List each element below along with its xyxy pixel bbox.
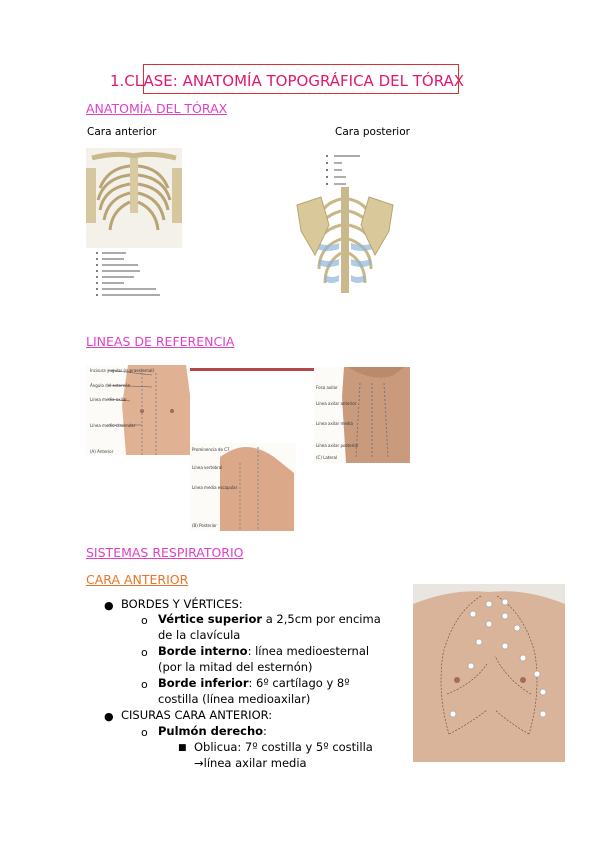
label-posterior: (B) Posterior bbox=[192, 523, 217, 528]
bullet-circle: o bbox=[141, 726, 148, 739]
interno-term: Borde interno bbox=[158, 644, 248, 658]
divider-line bbox=[176, 368, 316, 371]
label-anterior: (A) Anterior bbox=[90, 449, 114, 454]
thorax-lung-projection-image bbox=[413, 584, 565, 762]
pulmon-term: Pulmón derecho bbox=[158, 724, 264, 738]
ribcage-posterior-image bbox=[295, 185, 395, 297]
list-item-oblicua: Oblicua: 7º costilla y 5º costilla bbox=[194, 740, 373, 754]
vertice-term: Vértice superior bbox=[158, 612, 263, 626]
caption-cara-posterior: Cara posterior bbox=[335, 126, 410, 138]
label-axilar-media: Línea axilar media bbox=[316, 421, 353, 426]
label-lateral: (C) Lateral bbox=[316, 455, 338, 460]
ribcage-posterior-legend bbox=[324, 153, 364, 187]
list-item-oblicua-cont: →línea axilar media bbox=[194, 756, 307, 770]
list-item-cisuras: CISURAS CARA ANTERIOR: bbox=[121, 708, 273, 722]
section-heading-anatomia: ANATOMÍA DEL TÓRAX bbox=[86, 101, 228, 116]
list-item-inferior bbox=[158, 676, 350, 691]
label-fosa-axilar: Fosa axilar bbox=[316, 385, 338, 390]
reference-lines-anterior-image bbox=[86, 365, 190, 455]
list-item-interno bbox=[158, 644, 369, 659]
ribcage-anterior-legend bbox=[94, 250, 174, 302]
label-linea-media-escapular: Línea media escapular bbox=[192, 485, 238, 490]
bullet-square: ■ bbox=[178, 743, 187, 753]
label-prominencia-c7: Prominencia de C7 bbox=[192, 447, 230, 452]
caption-cara-anterior: Cara anterior bbox=[87, 126, 157, 138]
bullet-circle: o bbox=[141, 646, 148, 659]
list-item-vertice-cont: de la clavícula bbox=[158, 628, 241, 642]
title-highlight-box bbox=[143, 64, 459, 94]
list-item-interno-cont: (por la mitad del esternón) bbox=[158, 660, 313, 674]
reference-lines-lateral-image bbox=[314, 367, 410, 463]
interno-text: : línea medioesternal bbox=[247, 644, 370, 658]
bullet-circle: o bbox=[141, 614, 148, 627]
reference-lines-posterior-image bbox=[190, 443, 296, 531]
list-item-pulmon bbox=[158, 724, 267, 739]
label-linea-vertebral: Línea vertebral bbox=[192, 465, 223, 470]
pulmon-text: : bbox=[263, 724, 267, 738]
label-axilar-posterior: Línea axilar posterior bbox=[316, 443, 359, 448]
inferior-text: : 6º cartílago y 8º bbox=[248, 676, 350, 690]
label-incisura: Incisura yugular (supraesternal) bbox=[90, 368, 155, 373]
section-heading-cara-anterior: CARA ANTERIOR bbox=[86, 572, 189, 587]
section-heading-lineas: LINEAS DE REFERENCIA bbox=[86, 334, 235, 349]
label-linea-medioclavicular: Línea medio-clavicular bbox=[90, 423, 136, 428]
vertice-text: a 2,5cm por encima bbox=[262, 612, 381, 626]
section-heading-sistemas: SISTEMAS RESPIRATORIO bbox=[86, 545, 244, 560]
list-item-vertice bbox=[158, 612, 381, 627]
label-axilar-anterior: Línea axilar anterior bbox=[316, 401, 357, 406]
inferior-term: Borde inferior bbox=[158, 676, 249, 690]
bullet-dot: ● bbox=[104, 710, 114, 723]
list-item-bordes: BORDES Y VÉRTICES: bbox=[121, 597, 243, 611]
bullet-dot: ● bbox=[104, 599, 114, 612]
label-linea-media-axilar: Línea media axilar bbox=[90, 397, 127, 402]
label-angulo: Ángulo del esternón bbox=[90, 383, 131, 388]
ribcage-anterior-image bbox=[86, 148, 182, 248]
bullet-circle: o bbox=[141, 678, 148, 691]
page-title: 1.CLASE: ANATOMÍA TOPOGRÁFICA DEL TÓRAX bbox=[110, 72, 465, 90]
list-item-inferior-cont: costilla (línea medioaxilar) bbox=[158, 692, 311, 706]
